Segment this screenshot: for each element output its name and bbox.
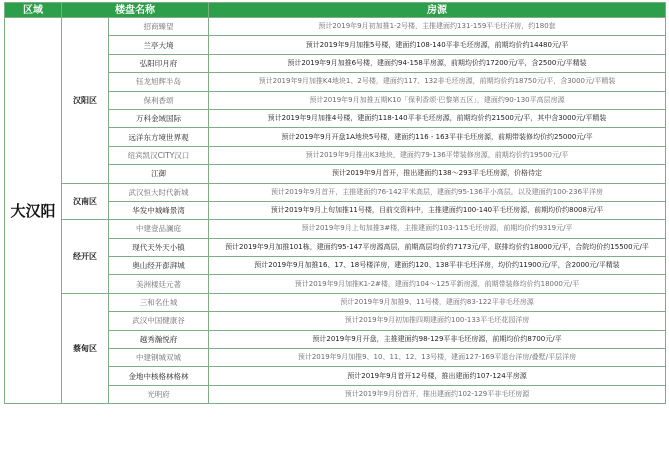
table-row: [5, 293, 666, 311]
listing-info-cell: 预计2019年9月开盘，主推建面约98-129平非毛坯房源，前期均价约8700元/平: [209, 330, 666, 348]
header-region: 区域: [5, 3, 62, 18]
header-listing: 房源: [209, 3, 666, 18]
estate-name-cell: 纽宾凯汉CITY汉口: [109, 146, 209, 164]
estate-name-cell: 招商臻望: [109, 18, 209, 36]
table-row: [5, 18, 666, 36]
header-row: [5, 3, 666, 18]
listing-body: [5, 18, 666, 404]
estate-name-cell: 中建壹品澜庭: [109, 220, 209, 238]
estate-name-cell: 武汉中国健康谷: [109, 312, 209, 330]
district-cell: 汉阳区: [62, 18, 109, 184]
table-row: [5, 183, 666, 201]
estate-name-cell: 弘阳印月府: [109, 54, 209, 72]
estate-name-cell: 现代天外天小镇: [109, 238, 209, 256]
listing-info-cell: 预计2019年9月首开，主推建面约76-142平米高层，建面约95-136平小高层，以及建面约100-236平洋房: [209, 183, 666, 201]
estate-name-cell: 中建钢城双城: [109, 349, 209, 367]
listing-info-cell: 预计2019年9月加推16、17、18号楼洋房，建面约120、138平非毛坯洋房，均价约11900元/平，含2000元/平精装: [209, 257, 666, 275]
estate-name-cell: 江御: [109, 165, 209, 183]
estate-name-cell: 奥山经开澎湃城: [109, 257, 209, 275]
estate-name-cell: 华发中城峰景湾: [109, 201, 209, 219]
estate-name-cell: 美洲楼廷元著: [109, 275, 209, 293]
estate-name-cell: 光明府: [109, 385, 209, 403]
listing-info-cell: 预计2019年9月首开12号楼，推出建面约107-124平房源: [209, 367, 666, 385]
listing-info-cell: 预计2019年9月推出K3地块，建面约79-136平带装修房源，前期均价约19500元/平: [209, 146, 666, 164]
listing-info-cell: 预计2019年9月份首开，推出建面约102-129平非毛坯房源: [209, 385, 666, 403]
estate-name-cell: 武汉恒大时代新城: [109, 183, 209, 201]
listing-info-cell: 预计2019年9月加推6号楼，建面约94-158平房源，前期均价约17200元/平，含2500元/平精装: [209, 54, 666, 72]
listing-info-cell: 预计2019年9月加推9、11号楼，建面约83-122平非毛坯房源: [209, 293, 666, 311]
listing-info-cell: 预计2019年9月上旬加推3#楼，主推建面约103-115毛坯房源，前期均价约9319元/平: [209, 220, 666, 238]
listing-table: [4, 2, 666, 404]
estate-name-cell: 远洋东方境世界观: [109, 128, 209, 146]
listing-info-cell: 预计2019年9月加推101栋，建面约95-147平房源高层，前期高层均价约7173元/平，联排均价约18000元/平，合院均价约15500元/平: [209, 238, 666, 256]
district-cell: 经开区: [62, 220, 109, 294]
estate-name-cell: 三和名仕城: [109, 293, 209, 311]
header-estate-name: 楼盘名称: [62, 3, 209, 18]
listing-info-cell: 预计2019年9月开盘1A地块5号楼，建面约116 - 163平非毛坯房源，前期带装修均价约25000元/平: [209, 128, 666, 146]
listing-info-cell: 预计2019年9月加推9、10、11、12、13号楼，建面127-169平退台洋房/叠墅/平层洋房: [209, 349, 666, 367]
estate-name-cell: 万科金域国际: [109, 109, 209, 127]
table-row: [5, 220, 666, 238]
listing-info-cell: 预计2019年9月加推五期K10「保利香颂·巴黎第五区」，建面约90-130平高层房源: [209, 91, 666, 109]
listing-info-cell: 预计2019年9月初加推1-2号楼，主推建面约131-159平毛坯洋房，约180套: [209, 18, 666, 36]
listing-info-cell: 预计2019年9月首开，推出建面约138～293平毛坯房源，价格待定: [209, 165, 666, 183]
estate-name-cell: 金地中核格林格林: [109, 367, 209, 385]
listing-info-cell: 预计2019年9月加推K4地块1、2号楼，建面约117、132非毛坯房源，前期均价约18750元/平，含3000元/平精装: [209, 73, 666, 91]
estate-name-cell: 越秀瀚悦府: [109, 330, 209, 348]
district-cell: 汉南区: [62, 183, 109, 220]
estate-name-cell: 钰龙旭辉半岛: [109, 73, 209, 91]
listing-info-cell: 预计2019年9月上旬加推11号楼，目前交资料中，主推建面约100-140平毛坯房源，前期均价约8008元/平: [209, 201, 666, 219]
listing-info-cell: 预计2019年9月初加推四期建面约100-133平毛坯花园洋房: [209, 312, 666, 330]
district-cell: 蔡甸区: [62, 293, 109, 403]
region-cell: 大汉阳: [5, 18, 62, 404]
estate-name-cell: 兰亭大境: [109, 36, 209, 54]
listing-info-cell: 预计2019年9月加推4号楼，建面约118-140平非毛坯房源，前期均价约21500元/平，其中含3000元/平精装: [209, 109, 666, 127]
estate-name-cell: 保利香颂: [109, 91, 209, 109]
listing-info-cell: 预计2019年9月加推K1-2#楼，建面约104～125平新房源，前期带装修均价约18000元/平: [209, 275, 666, 293]
listing-info-cell: 预计2019年9月加推5号楼，建面约108-140平非毛坯房源，前期均价约14480元/平: [209, 36, 666, 54]
